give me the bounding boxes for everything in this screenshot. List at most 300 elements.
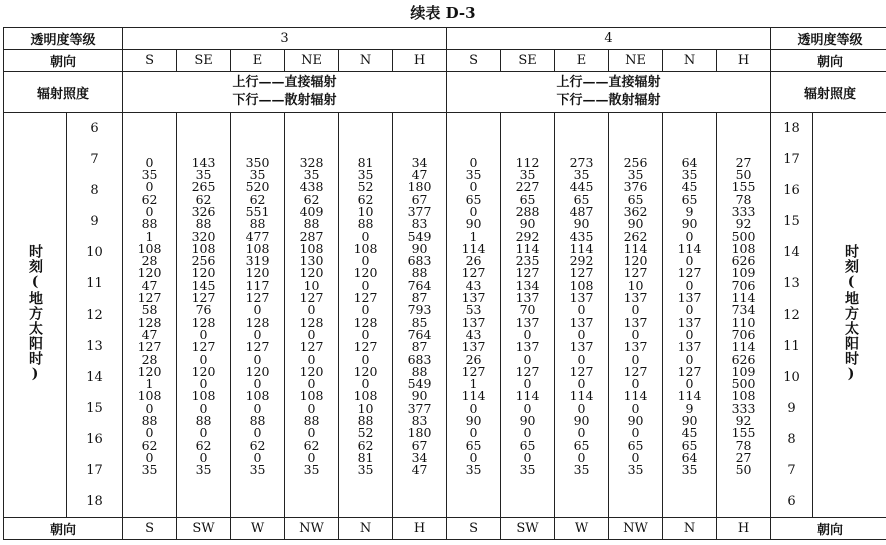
- irradiance-value: 520: [245, 179, 270, 195]
- irradiance-value: 90: [465, 216, 482, 232]
- data-column-2: [231, 113, 285, 518]
- irradiance-value: 120: [137, 363, 162, 379]
- irradiance-value: 180: [407, 425, 432, 441]
- hour-label: 7: [787, 463, 796, 479]
- irradiance-value: 333: [731, 400, 756, 416]
- irradiance-value: 50: [735, 462, 752, 478]
- irradiance-value: 88: [141, 412, 158, 428]
- radiation-legend-4: [447, 72, 771, 113]
- irradiance-value: 0: [469, 179, 478, 195]
- irradiance-value: 256: [191, 253, 216, 269]
- irradiance-value: 127: [137, 290, 162, 306]
- irradiance-value: 128: [137, 314, 162, 330]
- irradiance-value: 0: [523, 425, 532, 441]
- data-column-11: [717, 113, 771, 518]
- irradiance-value: 67: [411, 437, 428, 453]
- irradiance-value: 0: [361, 351, 370, 367]
- irradiance-value: 500: [731, 376, 756, 392]
- irradiance-value: 0: [631, 400, 640, 416]
- data-column-10: [663, 113, 717, 518]
- irradiance-value: 0: [577, 376, 586, 392]
- direction-bottom-0: S: [123, 518, 177, 540]
- direction-bottom-4: N: [339, 518, 393, 540]
- irradiance-value: 0: [685, 228, 694, 244]
- irradiance-value: 88: [411, 265, 428, 281]
- irradiance-value: 114: [677, 240, 702, 256]
- irradiance-value: 0: [577, 326, 586, 342]
- irradiance-value: 58: [141, 302, 158, 318]
- irradiance-value: 90: [627, 412, 644, 428]
- irradiance-value: 1: [145, 376, 154, 392]
- direction-top-1: SE: [177, 50, 231, 72]
- irradiance-value: 35: [141, 167, 158, 183]
- irradiance-value: 65: [573, 437, 590, 453]
- irradiance-value: 47: [411, 462, 428, 478]
- irradiance-value: 35: [303, 167, 320, 183]
- irradiance-value: 0: [253, 376, 262, 392]
- direction-bottom-8: W: [555, 518, 609, 540]
- direction-bottom-10: N: [663, 518, 717, 540]
- irradiance-value: 0: [307, 376, 316, 392]
- hour-label: 14: [86, 369, 103, 385]
- irradiance-value: 35: [195, 462, 212, 478]
- irradiance-value: 0: [523, 351, 532, 367]
- irradiance-value: 0: [631, 425, 640, 441]
- radiation-legend-3: [123, 72, 447, 113]
- irradiance-value: 120: [299, 265, 324, 281]
- irradiance-value: 137: [515, 314, 540, 330]
- irradiance-value: 0: [145, 449, 154, 465]
- irradiance-value: 65: [465, 437, 482, 453]
- irradiance-value: 110: [731, 314, 756, 330]
- irradiance-value: 65: [465, 191, 482, 207]
- irradiance-value: 0: [523, 326, 532, 342]
- irradiance-value: 292: [569, 253, 594, 269]
- irradiance-value: 128: [299, 314, 324, 330]
- data-column-1: [177, 113, 231, 518]
- irradiance-value: 0: [523, 449, 532, 465]
- irradiance-value: 292: [515, 228, 540, 244]
- transparency-label-left: 透明度等级: [4, 28, 123, 50]
- irradiance-value: 0: [253, 326, 262, 342]
- irradiance-value: 127: [353, 290, 378, 306]
- irradiance-value: 108: [353, 388, 378, 404]
- irradiance-value: 287: [299, 228, 324, 244]
- irradiance-value: 326: [191, 203, 216, 219]
- irradiance-value: 62: [249, 437, 266, 453]
- irradiance-value: 114: [569, 388, 594, 404]
- irradiance-value: 137: [461, 339, 486, 355]
- hours-right-column: [771, 113, 813, 518]
- irradiance-value: 319: [245, 253, 270, 269]
- time-label-left: 时刻(地方太阳时): [4, 113, 67, 518]
- irradiance-value: 90: [573, 412, 590, 428]
- direction-bottom-5: H: [393, 518, 447, 540]
- orientation-label-bottom-right: 朝向: [771, 518, 886, 540]
- irradiance-value: 137: [569, 290, 594, 306]
- irradiance-value: 0: [307, 425, 316, 441]
- irradiance-value: 127: [299, 290, 324, 306]
- irradiance-value: 445: [569, 179, 594, 195]
- irradiance-label-right: 辐射照度: [771, 72, 886, 113]
- group-3-header: 3: [123, 28, 447, 50]
- irradiance-value: 683: [407, 351, 432, 367]
- irradiance-value: 0: [253, 425, 262, 441]
- irradiance-value: 65: [681, 191, 698, 207]
- irradiance-value: 137: [623, 290, 648, 306]
- irradiance-value: 34: [411, 154, 428, 170]
- irradiance-value: 127: [299, 339, 324, 355]
- irradiance-value: 127: [461, 363, 486, 379]
- irradiance-value: 47: [141, 326, 158, 342]
- irradiance-value: 0: [469, 449, 478, 465]
- irradiance-value: 26: [465, 351, 482, 367]
- irradiance-value: 128: [353, 314, 378, 330]
- irradiance-value: 108: [569, 277, 594, 293]
- irradiance-value: 65: [519, 191, 536, 207]
- hour-label: 18: [783, 121, 800, 136]
- hour-label: 6: [90, 121, 99, 136]
- irradiance-value: 87: [411, 290, 428, 306]
- irradiance-value: 235: [515, 253, 540, 269]
- irradiance-value: 256: [623, 154, 648, 170]
- irradiance-value: 62: [141, 191, 158, 207]
- irradiance-value: 0: [199, 326, 208, 342]
- irradiance-value: 90: [627, 216, 644, 232]
- hour-label: 14: [783, 245, 800, 261]
- irradiance-value: 137: [677, 290, 702, 306]
- irradiance-value: 27: [735, 154, 752, 170]
- direction-top-8: E: [555, 50, 609, 72]
- irradiance-value: 108: [191, 388, 216, 404]
- irradiance-value: 62: [195, 437, 212, 453]
- irradiance-value: 114: [677, 388, 702, 404]
- irradiance-value: 52: [357, 179, 374, 195]
- irradiance-value: 127: [191, 290, 216, 306]
- hour-label: 15: [783, 214, 800, 230]
- hour-label: 18: [86, 494, 103, 510]
- irradiance-value: 0: [631, 302, 640, 318]
- irradiance-value: 127: [515, 265, 540, 281]
- irradiance-value: 87: [411, 339, 428, 355]
- irradiance-value: 78: [735, 437, 752, 453]
- irradiance-value: 9: [685, 203, 694, 219]
- irradiance-value: 127: [569, 265, 594, 281]
- hour-label: 16: [86, 431, 103, 447]
- irradiance-value: 0: [523, 400, 532, 416]
- direction-top-4: N: [339, 50, 393, 72]
- irradiance-value: 62: [357, 437, 374, 453]
- direction-top-2: E: [231, 50, 285, 72]
- irradiance-value: 0: [307, 351, 316, 367]
- irradiance-value: 65: [627, 191, 644, 207]
- irradiance-value: 0: [307, 302, 316, 318]
- irradiance-value: 114: [623, 388, 648, 404]
- irradiance-value: 88: [411, 363, 428, 379]
- irradiance-value: 0: [577, 351, 586, 367]
- irradiance-value: 83: [411, 412, 428, 428]
- diffuse-radiation-note: 下行——散射辐射: [556, 93, 661, 108]
- irradiance-value: 43: [465, 326, 482, 342]
- direction-bottom-7: SW: [501, 518, 555, 540]
- irradiance-value: 137: [569, 314, 594, 330]
- irradiance-value: 70: [519, 302, 536, 318]
- irradiance-value: 108: [245, 388, 270, 404]
- irradiance-value: 155: [731, 425, 756, 441]
- data-column-8: [555, 113, 609, 518]
- irradiance-value: 0: [145, 203, 154, 219]
- orientation-label-left: 朝向: [4, 50, 123, 72]
- irradiance-value: 127: [461, 265, 486, 281]
- hour-label: 9: [787, 400, 796, 416]
- irradiance-value: 0: [523, 376, 532, 392]
- irradiance-value: 65: [627, 437, 644, 453]
- irradiance-value: 90: [411, 388, 428, 404]
- irradiance-value: 180: [407, 179, 432, 195]
- irradiance-value: 0: [685, 376, 694, 392]
- irradiance-value: 127: [677, 363, 702, 379]
- irradiance-value: 114: [461, 240, 486, 256]
- hour-label: 7: [90, 152, 99, 168]
- irradiance-value: 0: [253, 449, 262, 465]
- diffuse-radiation-note: 下行——散射辐射: [232, 93, 337, 108]
- irradiance-value: 35: [465, 462, 482, 478]
- irradiance-value: 62: [303, 191, 320, 207]
- irradiance-value: 0: [199, 376, 208, 392]
- orientation-label-right: 朝向: [771, 50, 886, 72]
- irradiance-value: 35: [465, 167, 482, 183]
- direction-top-6: S: [447, 50, 501, 72]
- irradiance-value: 35: [681, 462, 698, 478]
- irradiance-value: 28: [141, 351, 158, 367]
- irradiance-value: 92: [735, 216, 752, 232]
- transparency-label-right: 透明度等级: [771, 28, 886, 50]
- irradiance-value: 137: [515, 290, 540, 306]
- irradiance-value: 83: [411, 216, 428, 232]
- irradiance-value: 683: [407, 253, 432, 269]
- irradiance-value: 108: [731, 388, 756, 404]
- irradiance-value: 62: [303, 437, 320, 453]
- irradiance-value: 52: [357, 425, 374, 441]
- data-column-0: [123, 113, 177, 518]
- direction-bottom-1: SW: [177, 518, 231, 540]
- direction-top-3: NE: [285, 50, 339, 72]
- irradiance-value: 0: [361, 228, 370, 244]
- irradiance-value: 0: [685, 351, 694, 367]
- irradiance-value: 127: [137, 339, 162, 355]
- irradiance-value: 109: [731, 265, 756, 281]
- irradiance-value: 108: [245, 240, 270, 256]
- irradiance-value: 0: [469, 154, 478, 170]
- irradiance-value: 0: [631, 376, 640, 392]
- irradiance-value: 76: [195, 302, 212, 318]
- irradiance-value: 90: [465, 412, 482, 428]
- irradiance-value: 85: [411, 314, 428, 330]
- irradiance-value: 0: [577, 449, 586, 465]
- irradiance-value: 64: [681, 449, 698, 465]
- irradiance-value: 320: [191, 228, 216, 244]
- irradiance-value: 114: [731, 290, 756, 306]
- direction-top-10: N: [663, 50, 717, 72]
- direction-top-0: S: [123, 50, 177, 72]
- irradiance-value: 127: [191, 339, 216, 355]
- irradiance-value: 35: [249, 167, 266, 183]
- hour-label: 13: [86, 338, 103, 354]
- irradiance-value: 265: [191, 179, 216, 195]
- irradiance-value: 0: [199, 351, 208, 367]
- irradiance-value: 350: [245, 154, 270, 170]
- irradiance-value: 487: [569, 203, 594, 219]
- irradiance-value: 9: [685, 400, 694, 416]
- direct-radiation-note: 上行——直接辐射: [232, 75, 337, 90]
- irradiance-value: 0: [577, 302, 586, 318]
- irradiance-value: 0: [469, 400, 478, 416]
- irradiance-value: 549: [407, 228, 432, 244]
- irradiance-value: 0: [631, 326, 640, 342]
- irradiance-value: 0: [685, 253, 694, 269]
- irradiance-value: 35: [681, 167, 698, 183]
- irradiance-value: 626: [731, 351, 756, 367]
- hour-label: 8: [787, 431, 796, 447]
- direction-top-7: SE: [501, 50, 555, 72]
- irradiance-value: 626: [731, 253, 756, 269]
- irradiance-value: 10: [303, 277, 320, 293]
- data-column-5: [393, 113, 447, 518]
- irradiance-value: 438: [299, 179, 324, 195]
- irradiance-value: 328: [299, 154, 324, 170]
- direction-bottom-6: S: [447, 518, 501, 540]
- irradiance-value: 128: [191, 314, 216, 330]
- irradiance-value: 0: [685, 277, 694, 293]
- irradiance-value: 10: [357, 203, 374, 219]
- irradiance-value: 333: [731, 203, 756, 219]
- irradiance-value: 47: [411, 167, 428, 183]
- irradiance-value: 127: [623, 363, 648, 379]
- irradiance-value: 120: [191, 363, 216, 379]
- hours-left-column: [67, 113, 123, 518]
- irradiance-value: 137: [677, 339, 702, 355]
- irradiance-value: 0: [145, 425, 154, 441]
- irradiance-value: 108: [299, 388, 324, 404]
- irradiance-value: 0: [361, 326, 370, 342]
- irradiance-value: 137: [569, 339, 594, 355]
- irradiance-value: 120: [353, 363, 378, 379]
- irradiance-value: 108: [353, 240, 378, 256]
- irradiance-value: 134: [515, 277, 540, 293]
- irradiance-value: 78: [735, 191, 752, 207]
- direction-bottom-2: W: [231, 518, 285, 540]
- irradiance-value: 34: [411, 449, 428, 465]
- irradiance-value: 127: [245, 339, 270, 355]
- irradiance-value: 27: [735, 449, 752, 465]
- time-label-right: 时刻(地方太阳时): [813, 113, 886, 518]
- irradiance-value: 376: [623, 179, 648, 195]
- irradiance-value: 0: [199, 449, 208, 465]
- hour-label: 13: [783, 276, 800, 292]
- direction-top-5: H: [393, 50, 447, 72]
- irradiance-value: 117: [245, 277, 270, 293]
- irradiance-value: 0: [145, 400, 154, 416]
- irradiance-value: 35: [627, 167, 644, 183]
- irradiance-value: 35: [627, 462, 644, 478]
- irradiance-value: 127: [677, 265, 702, 281]
- hour-label: 11: [783, 338, 800, 354]
- irradiance-value: 127: [623, 265, 648, 281]
- irradiance-value: 1: [469, 228, 478, 244]
- irradiance-value: 143: [191, 154, 216, 170]
- data-column-7: [501, 113, 555, 518]
- irradiance-value: 88: [357, 216, 374, 232]
- irradiance-value: 0: [145, 179, 154, 195]
- irradiance-value: 108: [137, 388, 162, 404]
- irradiance-value: 35: [573, 167, 590, 183]
- irradiance-value: 81: [357, 154, 374, 170]
- irradiance-value: 88: [249, 216, 266, 232]
- direction-bottom-9: NW: [609, 518, 663, 540]
- hour-label: 6: [787, 494, 796, 510]
- irradiance-value: 109: [731, 363, 756, 379]
- irradiance-value: 45: [681, 179, 698, 195]
- irradiance-value: 90: [573, 216, 590, 232]
- irradiance-value: 155: [731, 179, 756, 195]
- hour-label: 17: [783, 152, 800, 168]
- irradiance-value: 0: [469, 203, 478, 219]
- group-4-header: 4: [447, 28, 771, 50]
- irradiance-value: 1: [145, 228, 154, 244]
- irradiance-value: 88: [357, 412, 374, 428]
- irradiance-value: 88: [195, 216, 212, 232]
- irradiance-value: 35: [519, 462, 536, 478]
- hour-label: 11: [86, 276, 103, 292]
- irradiance-label-left: 辐射照度: [4, 72, 123, 113]
- direction-bottom-11: H: [717, 518, 771, 540]
- irradiance-value: 88: [303, 412, 320, 428]
- irradiance-value: 35: [303, 462, 320, 478]
- irradiance-value: 10: [627, 277, 644, 293]
- irradiance-value: 145: [191, 277, 216, 293]
- hour-label: 8: [90, 183, 99, 199]
- irradiance-value: 108: [731, 240, 756, 256]
- irradiance-value: 0: [199, 425, 208, 441]
- direction-top-11: H: [717, 50, 771, 72]
- irradiance-value: 62: [195, 191, 212, 207]
- irradiance-value: 0: [631, 351, 640, 367]
- irradiance-value: 114: [731, 339, 756, 355]
- data-column-6: [447, 113, 501, 518]
- irradiance-value: 764: [407, 277, 432, 293]
- irradiance-value: 137: [677, 314, 702, 330]
- irradiance-value: 120: [353, 265, 378, 281]
- irradiance-value: 0: [307, 400, 316, 416]
- irradiance-value: 67: [411, 191, 428, 207]
- irradiance-value: 114: [623, 240, 648, 256]
- data-column-3: [285, 113, 339, 518]
- data-column-4: [339, 113, 393, 518]
- irradiance-value: 26: [465, 253, 482, 269]
- irradiance-value: 0: [361, 376, 370, 392]
- hour-label: 10: [86, 245, 103, 261]
- irradiance-value: 273: [569, 154, 594, 170]
- irradiance-value: 65: [519, 437, 536, 453]
- irradiance-value: 35: [573, 462, 590, 478]
- irradiance-value: 227: [515, 179, 540, 195]
- irradiance-value: 0: [685, 326, 694, 342]
- irradiance-value: 288: [515, 203, 540, 219]
- irradiance-value: 0: [307, 326, 316, 342]
- irradiance-value: 120: [299, 363, 324, 379]
- hour-label: 10: [783, 369, 800, 385]
- irradiance-value: 35: [357, 167, 374, 183]
